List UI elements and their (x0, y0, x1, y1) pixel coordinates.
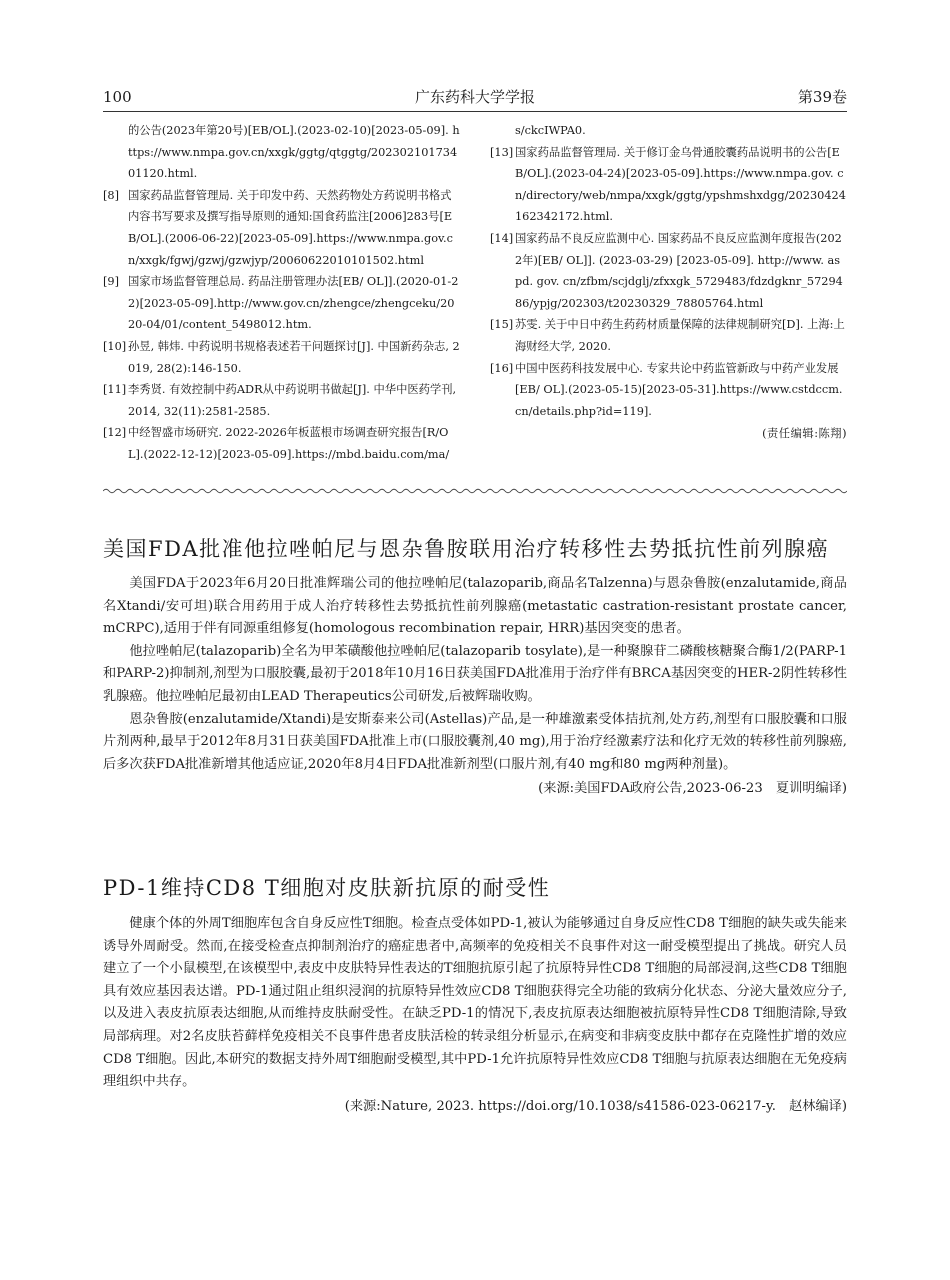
reference-entry: [11] 李秀贤. 有效控制中药ADR从中药说明书做起[J]. 中华中医药学刊, 2014, 32(11):2581-2585. (103, 383, 457, 418)
news-article-pd1 (103, 872, 847, 1118)
reference-entry: 的公告(2023年第20号)[EB/OL].(2023-02-10)[2023-05-09]. https://www.nmpa.gov.cn/xxgk/ggtg/qtggtg/20230210173401120.html. (128, 124, 460, 181)
article-source: (来源:Nature, 2023. https://doi.org/10.1038/s41586-023-06217-y. 赵林编译) (344, 1098, 847, 1114)
reference-entry: [13] 国家药品监督管理局. 关于修订金乌骨通胶囊药品说明书的公告[EB/OL].(2023-04-24)[2023-05-09].https://www.nmpa.gov. cn/directory/web/nmpa/xxgk/ggtg/ypshmshxdgg/20230424162342172.html. (490, 145, 846, 224)
reference-entry: [10] 孙昱, 韩炜. 中药说明书规格表述若干问题探讨[J]. 中国新药杂志, 2019, 28(2):146-150. (103, 339, 460, 375)
running-header (103, 86, 847, 108)
news-article-fda (103, 533, 847, 801)
reference-entry: [16] 中国中医药科技发展中心. 专家共论中药监管新政与中药产业发展[EB/ OL].(2023-05-15)[2023-05-31].https://www.cstdccm.cn/details.php?id=119]. (490, 361, 843, 418)
references-right-column (490, 120, 847, 445)
reference-entry: s/ckcIWPA0. (515, 124, 586, 137)
reference-entry: [8] 国家药品监督管理局. 关于印发中药、天然药物处方药说明书格式内容书写要求及撰写指导原则的通知:国食药监注[2006]283号[EB/OL].(2006-06-22)[2023-05-09].https://www.nmpa.gov.cn/xxgk/fgwj/gzwj/gzwjyp/20060622010101502.html (103, 188, 453, 267)
wavy-divider (103, 486, 847, 496)
article-paragraph: 健康个体的外周T细胞库包含自身反应性T细胞。检查点受体如PD-1,被认为能够通过自身反应性CD8 T细胞的缺失或失能来诱导外周耐受。然而,在接受检查点抑制剂治疗的癌症患者中,高频率的免疫相关不良事件对这一耐受模型提出了挑战。研究人员建立了一个小鼠模型,在该模型中,表皮中皮肤特异性表达的T细胞抗原引起了抗原特异性CD8 T细胞的局部浸润,这些CD8 T细胞具有效应基因表达谱。PD-1通过阻止组织浸润的抗原特异性效应CD8 T细胞获得完全功能的致病分化状态、分泌大量效应分子,以及进入表皮抗原表达细胞,从而维持皮肤耐受性。在缺乏PD-1的情况下,表皮抗原表达细胞被抗原特异性CD8 T细胞清除,导致局部病理。对2名皮肤苔藓样免疫相关不良事件患者皮肤活检的转录组分析显示,在病变和非病变皮肤中都存在克隆性扩增的效应CD8 T细胞。因此,本研究的数据支持外周T细胞耐受模型,其中PD-1允许抗原特异性效应CD8 T细胞与抗原表达细胞在无免疫病理组织中共存。 (103, 916, 847, 1090)
reference-entry: [9] 国家市场监督管理总局. 药品注册管理办法[EB/ OL]].(2020-01-22)[2023-05-09].http://www.gov.cn/zhengce/zhengceku/2020-04/01/content_5498012.htm. (103, 275, 459, 332)
article-source: (来源:美国FDA政府公告,2023-06-23 夏训明编译) (538, 781, 847, 797)
reference-entry: [14] 国家药品不良反应监测中心. 国家药品不良反应监测年度报告(2022年)[EB/ OL]]. (2023-03-29) [2023-05-09]. http://www. aspd. gov. cn/zfbm/scjdglj/zfxxgk_5729483/fdzdgknr_5729486/ypjg/202303/t20230329_78805764.html (490, 231, 843, 310)
article-paragraph: 他拉唑帕尼(talazoparib)全名为甲苯磺酸他拉唑帕尼(talazoparib tosylate),是一种聚腺苷二磷酸核糖聚合酶1/2(PARP-1和PARP-2)抑制剂,剂型为口服胶囊,最初于2018年10月16日获美国FDA批准用于治疗伴有BRCA基因突变的HER-2阴性转移性乳腺癌。他拉唑帕尼最初由LEAD Therapeutics公司研发,后被辉瑞收购。 (103, 643, 847, 704)
article-title: PD-1维持CD8 T细胞对皮肤新抗原的耐受性 (103, 876, 551, 900)
references-left-column (103, 120, 460, 466)
responsible-editor: (责任编辑:陈翔) (762, 427, 847, 441)
volume-label: 第39卷 (797, 88, 847, 106)
article-paragraph: 美国FDA于2023年6月20日批准辉瑞公司的他拉唑帕尼(talazoparib,商品名Talzenna)与恩杂鲁胺(enzalutamide,商品名Xtandi/安可坦)联合用药用于成人治疗转移性去势抵抗性前列腺癌(metastatic castration-resistant prostate cancer, mCRPC),适用于伴有同源重组修复(homologous recombination repair, HRR)基因突变的患者。 (103, 576, 847, 637)
article-paragraph: 恩杂鲁胺(enzalutamide/Xtandi)是安斯泰来公司(Astellas)产品,是一种雄激素受体拮抗剂,处方药,剂型有口服胶囊和口服片剂两种,最早于2012年8月31日获美国FDA批准上市(口服胶囊剂,40 mg),用于治疗经激素疗法和化疗无效的转移性前列腺癌,后多次获FDA批准新增其他适应证,2020年8月4日FDA批准新剂型(口服片剂,有40 mg和80 mg两种剂量)。 (103, 711, 847, 772)
reference-entry: [15] 苏雯. 关于中日中药生药药材质量保障的法律规制研究[D]. 上海:上海财经大学, 2020. (490, 318, 845, 353)
journal-name: 广东药科大学学报 (414, 88, 535, 106)
header-rule (103, 111, 847, 112)
reference-entry: [12] 中经智盛市场研究. 2022-2026年板蓝根市场调查研究报告[R/OL].(2022-12-12)[2023-05-09].https://mbd.baidu.com/ma/ (103, 426, 450, 461)
article-title: 美国FDA批准他拉唑帕尼与恩杂鲁胺联用治疗转移性去势抵抗性前列腺癌 (103, 537, 830, 561)
page-number: 100 (103, 88, 132, 106)
